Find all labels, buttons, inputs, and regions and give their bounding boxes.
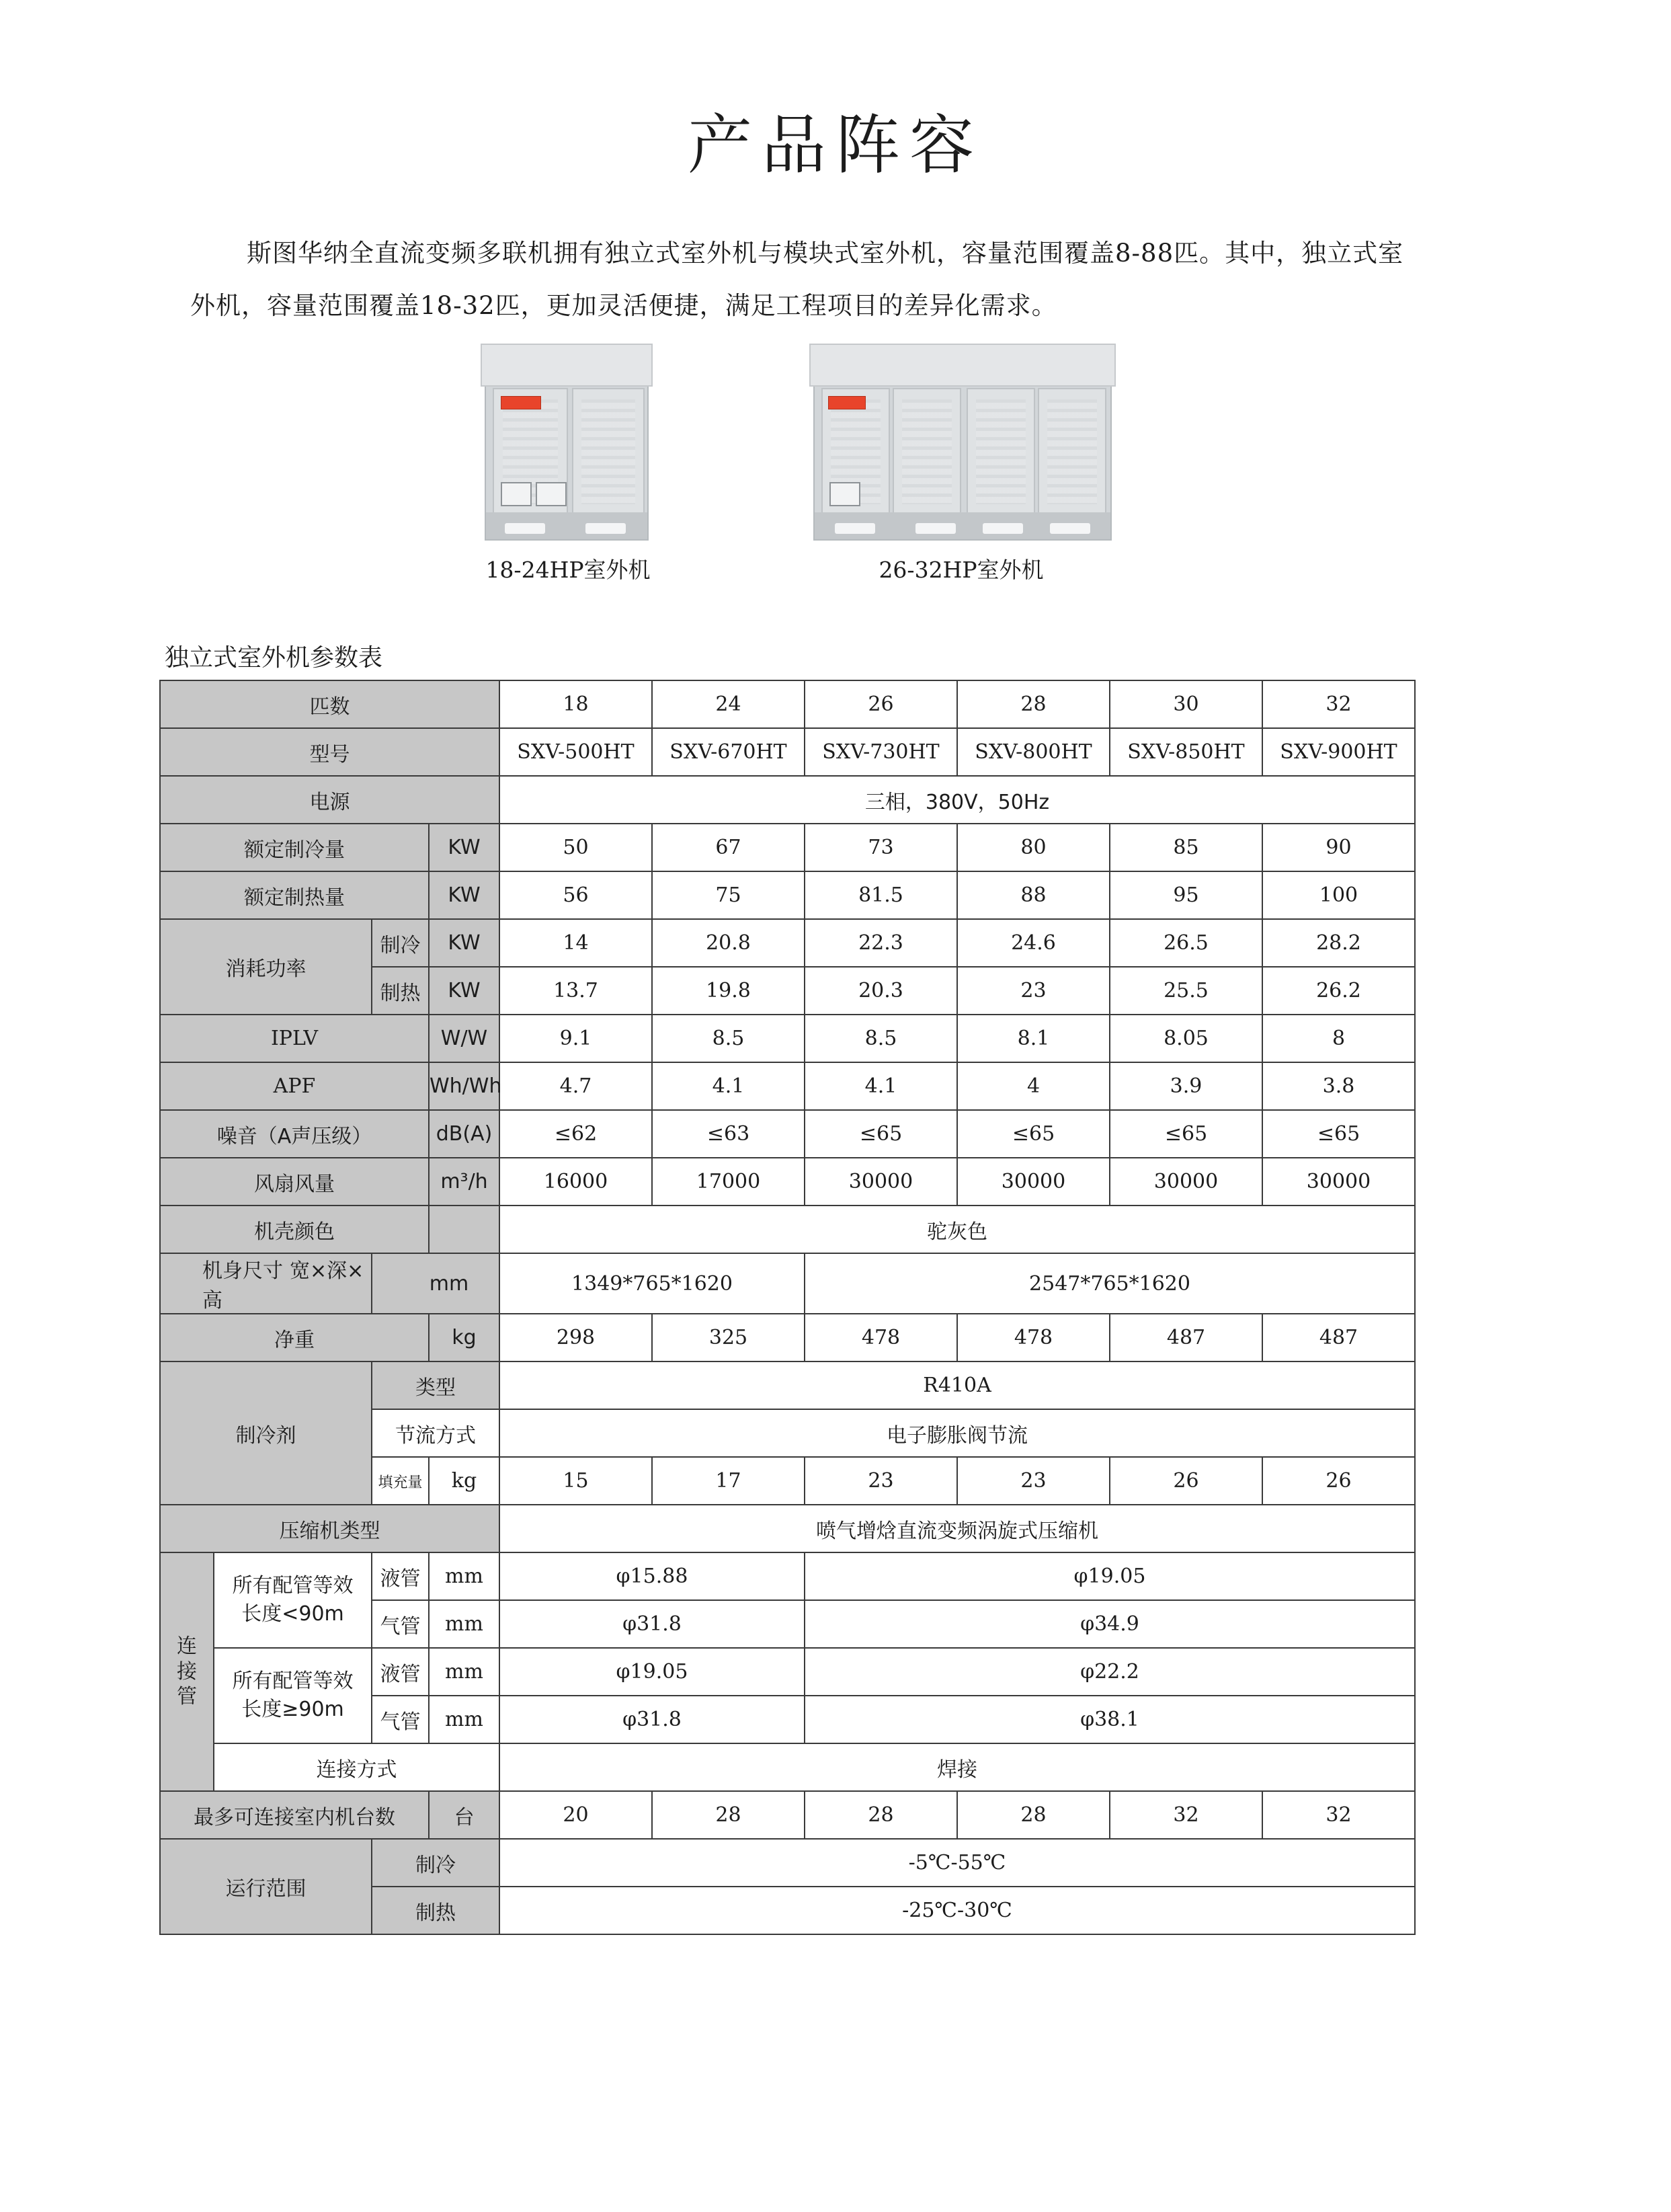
row-label-model: 型号: [160, 728, 499, 776]
table-cell: 90: [1262, 824, 1415, 871]
row-label-airflow: 风扇风量: [160, 1158, 429, 1206]
table-row: [160, 1791, 1415, 1839]
table-cell: 28: [957, 1791, 1110, 1839]
row-label-power: 电源: [160, 776, 499, 824]
table-cell: 85: [1110, 824, 1262, 871]
table-cell: 26: [1110, 1457, 1262, 1505]
row-label-method: 连接方式: [214, 1743, 499, 1791]
table-cell: ≤65: [957, 1110, 1110, 1158]
page-title: 产品阵容: [688, 108, 983, 183]
table-cell: 4: [957, 1062, 1110, 1110]
piping-long-label: 所有配管等效长度≥90m: [214, 1648, 372, 1743]
table-cell: 23: [805, 1457, 957, 1505]
row-label-piping: [160, 1552, 214, 1791]
table-row: [160, 824, 1415, 871]
table-cell: 4.7: [499, 1062, 652, 1110]
table-cell: 16000: [499, 1158, 652, 1206]
table-cell: 4.1: [805, 1062, 957, 1110]
table-row: [160, 919, 1415, 967]
table-cell: 30000: [1262, 1158, 1415, 1206]
table-cell: 25.5: [1110, 967, 1262, 1015]
table-caption: 独立式室外机参数表: [165, 644, 383, 672]
row-label-refrigerant: 制冷剂: [160, 1361, 372, 1505]
table-row: [160, 1015, 1415, 1062]
table-cell: 26: [805, 680, 957, 728]
unit-cell: KW: [429, 919, 499, 967]
unit-cell: mm: [429, 1696, 499, 1743]
table-cell: SXV-500HT: [499, 728, 652, 776]
table-cell: 3.8: [1262, 1062, 1415, 1110]
table-cell: 8.5: [652, 1015, 805, 1062]
table-cell: 2547*765*1620: [805, 1253, 1415, 1314]
unit-cell: KW: [429, 824, 499, 871]
table-cell: φ22.2: [805, 1648, 1415, 1696]
table-cell: 75: [652, 871, 805, 919]
row-label-color: 机壳颜色: [160, 1206, 429, 1253]
row-label-size: [160, 1253, 372, 1314]
unit-cell: mm: [429, 1552, 499, 1600]
table-cell: SXV-850HT: [1110, 728, 1262, 776]
table-cell: ≤65: [1110, 1110, 1262, 1158]
table-cell: φ31.8: [499, 1600, 805, 1648]
table-cell: 30: [1110, 680, 1262, 728]
table-cell: φ31.8: [499, 1696, 805, 1743]
table-cell: 13.7: [499, 967, 652, 1015]
table-row: [160, 1062, 1415, 1110]
unit-cell: 台: [429, 1791, 499, 1839]
table-cell: 电子膨胀阀节流: [499, 1409, 1415, 1457]
table-cell: ≤62: [499, 1110, 652, 1158]
table-cell: 14: [499, 919, 652, 967]
table-row: [160, 1206, 1415, 1253]
table-cell: 22.3: [805, 919, 957, 967]
table-cell: 驼灰色: [499, 1206, 1415, 1253]
sub-label-heat: 制热: [372, 1887, 499, 1934]
table-row: [160, 680, 1415, 728]
table-cell: 95: [1110, 871, 1262, 919]
table-row: [160, 1839, 1415, 1887]
table-cell: SXV-670HT: [652, 728, 805, 776]
unit-cell: mm: [429, 1648, 499, 1696]
unit-cell: KW: [429, 871, 499, 919]
row-label-iplv: IPLV: [160, 1015, 429, 1062]
table-cell: 298: [499, 1314, 652, 1361]
table-cell: 32: [1110, 1791, 1262, 1839]
table-cell: 3.9: [1110, 1062, 1262, 1110]
sub-label-heat: 制热: [372, 967, 429, 1015]
table-cell: 17000: [652, 1158, 805, 1206]
sub-label-throttle: 节流方式: [372, 1409, 499, 1457]
table-cell: SXV-800HT: [957, 728, 1110, 776]
sub-label-liquid: 液管: [372, 1552, 429, 1600]
table-cell: -5℃-55℃: [499, 1839, 1415, 1887]
table-cell: 1349*765*1620: [499, 1253, 805, 1314]
table-cell: 26.5: [1110, 919, 1262, 967]
table-cell: 28: [957, 680, 1110, 728]
sub-label-gas: 气管: [372, 1600, 429, 1648]
table-cell: R410A: [499, 1361, 1415, 1409]
table-cell: 三相，380V，50Hz: [499, 776, 1415, 824]
table-cell: 88: [957, 871, 1110, 919]
unit-cell: KW: [429, 967, 499, 1015]
outdoor-unit-18-24hp-image: [485, 349, 649, 541]
table-cell: φ34.9: [805, 1600, 1415, 1648]
table-cell: 28: [805, 1791, 957, 1839]
row-label-indoor: 最多可连接室内机台数: [160, 1791, 429, 1839]
table-cell: 80: [957, 824, 1110, 871]
unit-cell: m³/h: [429, 1158, 499, 1206]
table-cell: SXV-900HT: [1262, 728, 1415, 776]
row-label-cooling: 额定制冷量: [160, 824, 429, 871]
table-cell: 73: [805, 824, 957, 871]
row-label-hp: 匹数: [160, 680, 499, 728]
spec-table: [159, 680, 1416, 1935]
sub-label-liquid: 液管: [372, 1648, 429, 1696]
intro-paragraph: 斯图华纳全直流变频多联机拥有独立式室外机与模块式室外机，容量范围覆盖8-88匹。其中，独立式室外机，容量范围覆盖18-32匹，更加灵活便捷，满足工程项目的差异化需求。: [190, 239, 1404, 320]
sub-label-type: 类型: [372, 1361, 499, 1409]
table-cell: 20: [499, 1791, 652, 1839]
table-cell: ≤63: [652, 1110, 805, 1158]
table-cell: 30000: [957, 1158, 1110, 1206]
row-label-compressor: 压缩机类型: [160, 1505, 499, 1552]
table-cell: 喷气增焓直流变频涡旋式压缩机: [499, 1505, 1415, 1552]
sub-label-cool: 制冷: [372, 1839, 499, 1887]
table-cell: φ15.88: [499, 1552, 805, 1600]
table-cell: 30000: [805, 1158, 957, 1206]
table-cell: 24: [652, 680, 805, 728]
unit-cell: [429, 1206, 499, 1253]
image-caption-26-32hp: 26-32HP室外机: [879, 557, 1044, 583]
row-label-consumption: 消耗功率: [160, 919, 372, 1015]
size-label: 机身尺寸: [202, 1259, 283, 1283]
table-row: [160, 1552, 1415, 1600]
table-cell: φ19.05: [805, 1552, 1415, 1600]
table-cell: 325: [652, 1314, 805, 1361]
table-cell: 56: [499, 871, 652, 919]
size-sub-label: 宽×深×高: [202, 1259, 364, 1312]
sub-label-gas: 气管: [372, 1696, 429, 1743]
table-cell: 487: [1262, 1314, 1415, 1361]
table-row: [160, 1505, 1415, 1552]
table-cell: 50: [499, 824, 652, 871]
table-row: [160, 871, 1415, 919]
table-cell: 8: [1262, 1015, 1415, 1062]
table-cell: 19.8: [652, 967, 805, 1015]
table-row: [160, 1648, 1415, 1696]
table-row: [160, 1158, 1415, 1206]
table-cell: 28: [652, 1791, 805, 1839]
table-cell: 100: [1262, 871, 1415, 919]
sub-label-charge: [372, 1457, 429, 1505]
unit-cell: mm: [429, 1600, 499, 1648]
row-label-heating: 额定制热量: [160, 871, 429, 919]
table-cell: 28.2: [1262, 919, 1415, 967]
table-row: [160, 728, 1415, 776]
table-cell: ≤65: [1262, 1110, 1415, 1158]
table-cell: φ19.05: [499, 1648, 805, 1696]
table-cell: 17: [652, 1457, 805, 1505]
table-cell: 8.1: [957, 1015, 1110, 1062]
piping-label: 连接管: [177, 1634, 197, 1709]
table-cell: 26.2: [1262, 967, 1415, 1015]
unit-cell: W/W: [429, 1015, 499, 1062]
row-label-weight: 净重: [160, 1314, 429, 1361]
row-label-range: 运行范围: [160, 1839, 372, 1934]
table-cell: 478: [805, 1314, 957, 1361]
outdoor-unit-26-32hp-image: [813, 349, 1112, 541]
table-cell: 32: [1262, 1791, 1415, 1839]
unit-cell: Wh/Wh: [429, 1062, 499, 1110]
table-row: [160, 1253, 1415, 1314]
table-cell: 32: [1262, 680, 1415, 728]
table-cell: 焊接: [499, 1743, 1415, 1791]
image-caption-18-24hp: 18-24HP室外机: [485, 557, 651, 583]
unit-cell: mm: [372, 1253, 499, 1314]
table-cell: 24.6: [957, 919, 1110, 967]
table-cell: φ38.1: [805, 1696, 1415, 1743]
table-cell: 487: [1110, 1314, 1262, 1361]
table-cell: 478: [957, 1314, 1110, 1361]
table-cell: 18: [499, 680, 652, 728]
table-cell: 30000: [1110, 1158, 1262, 1206]
row-label-apf: APF: [160, 1062, 429, 1110]
unit-cell: dB(A): [429, 1110, 499, 1158]
table-cell: 15: [499, 1457, 652, 1505]
table-cell: 9.1: [499, 1015, 652, 1062]
table-cell: 8.05: [1110, 1015, 1262, 1062]
table-cell: ≤65: [805, 1110, 957, 1158]
table-cell: 20.3: [805, 967, 957, 1015]
table-row: [160, 1361, 1415, 1409]
unit-cell: kg: [429, 1314, 499, 1361]
row-label-noise: 噪音（A声压级）: [160, 1110, 429, 1158]
table-cell: 81.5: [805, 871, 957, 919]
table-cell: 23: [957, 1457, 1110, 1505]
table-cell: -25℃-30℃: [499, 1887, 1415, 1934]
sub-label-cool: 制冷: [372, 919, 429, 967]
table-row: [160, 1743, 1415, 1791]
piping-short-label: 所有配管等效长度<90m: [214, 1552, 372, 1648]
table-cell: 67: [652, 824, 805, 871]
table-cell: 26: [1262, 1457, 1415, 1505]
table-cell: 4.1: [652, 1062, 805, 1110]
table-cell: 20.8: [652, 919, 805, 967]
table-row: [160, 1110, 1415, 1158]
charge-label: 填充量: [378, 1474, 423, 1491]
table-row: [160, 1314, 1415, 1361]
table-cell: 8.5: [805, 1015, 957, 1062]
table-cell: 23: [957, 967, 1110, 1015]
table-row: [160, 776, 1415, 824]
unit-cell: kg: [429, 1457, 499, 1505]
table-cell: SXV-730HT: [805, 728, 957, 776]
